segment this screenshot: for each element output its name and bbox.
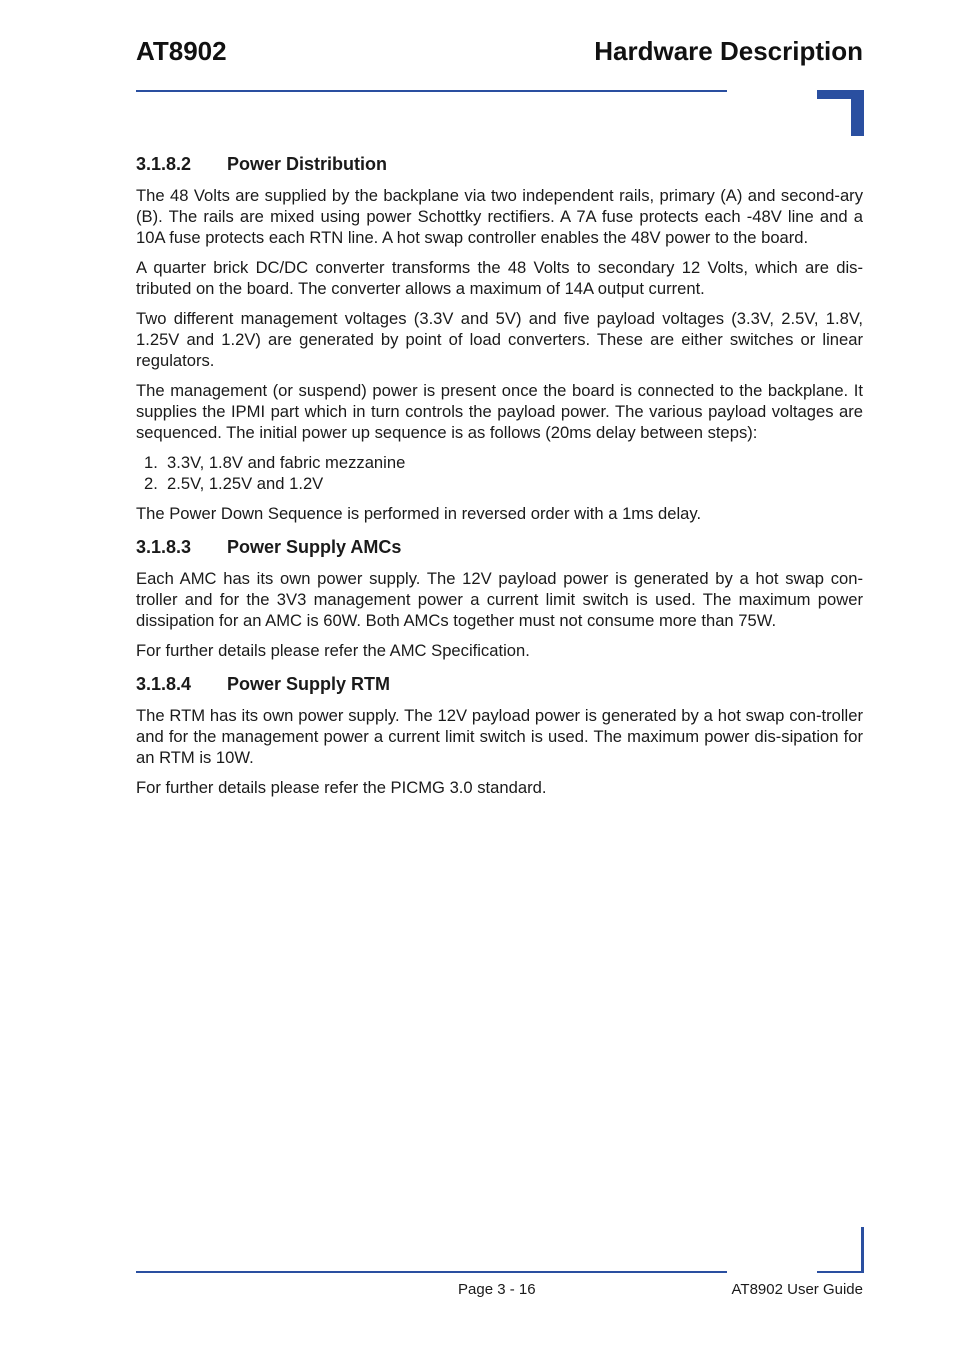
list-item [136, 473, 863, 494]
section-number: 3.1.8.4 [136, 674, 192, 694]
power-up-sequence-list [136, 452, 863, 494]
footer-rule [136, 1271, 727, 1273]
section-title: Power Supply RTM [227, 674, 391, 694]
paragraph: The Power Down Sequence is performed in reversed order with a 1ms delay. [136, 504, 702, 523]
section-heading-power-supply-rtm [136, 672, 863, 696]
footer-corner-mark [817, 1271, 864, 1273]
paragraph: For further details please refer the PICMG 3.0 standard. [136, 778, 547, 797]
paragraph: The 48 Volts are supplied by the backplane via two independent rails, primary (A) and second-ary (B). The rails are mixed using power Schottky rectifiers. A 7A fuse protects each -48V line and a 10A fuse protects each RTN line. A hot swap controller enables the 48V power to the board. [136, 186, 863, 247]
footer-guide-title: AT8902 User Guide [731, 1281, 863, 1298]
list-item [136, 452, 863, 473]
paragraph: Two different management voltages (3.3V and 5V) and five payload voltages (3.3V, 2.5V, 1.8V, 1.25V and 1.2V) are generated by point of load converters. These are either switches or linear regulators. [136, 309, 863, 370]
section-heading-power-supply-amcs [136, 535, 863, 559]
header-chapter: Hardware Description [594, 36, 863, 66]
header-rule [136, 90, 727, 92]
list-text: 2.5V, 1.25V and 1.2V [167, 474, 324, 493]
paragraph: A quarter brick DC/DC converter transforms the 48 Volts to secondary 12 Volts, which are dis-tributed on the board. The converter allows a maximum of 14A output current. [136, 258, 863, 298]
paragraph: For further details please refer the AMC Specification. [136, 641, 530, 660]
list-number: 1. [144, 453, 158, 472]
section-title: Power Supply AMCs [227, 537, 402, 557]
list-text: 3.3V, 1.8V and fabric mezzanine [167, 453, 406, 472]
paragraph: Each AMC has its own power supply. The 12V payload power is generated by a hot swap con-troller and for the 3V3 management power a current limit switch is used. The maximum power dissipation for an AMC is 60W. Both AMCs together must not consume more than 75W. [136, 569, 863, 630]
section-number: 3.1.8.3 [136, 537, 192, 557]
header-corner-mark-vertical [851, 90, 864, 136]
section-title: Power Distribution [227, 154, 388, 174]
section-heading-power-distribution [136, 152, 863, 176]
header-product: AT8902 [136, 36, 227, 66]
footer-corner-mark-vertical [861, 1227, 864, 1273]
section-number: 3.1.8.2 [136, 154, 192, 174]
page-number: Page 3 - 16 [458, 1281, 536, 1298]
paragraph: The management (or suspend) power is present once the board is connected to the backplane. It supplies the IPMI part which in turn controls the payload power. The various payload voltages are sequenced. The initial power up sequence is as follows (20ms delay between steps): [136, 381, 863, 442]
paragraph: The RTM has its own power supply. The 12V payload power is generated by a hot swap con-troller and for the management power a current limit switch is used. The maximum power dis-sipation for an RTM is 10W. [136, 706, 863, 767]
page-body [136, 152, 863, 798]
list-number: 2. [144, 474, 158, 493]
